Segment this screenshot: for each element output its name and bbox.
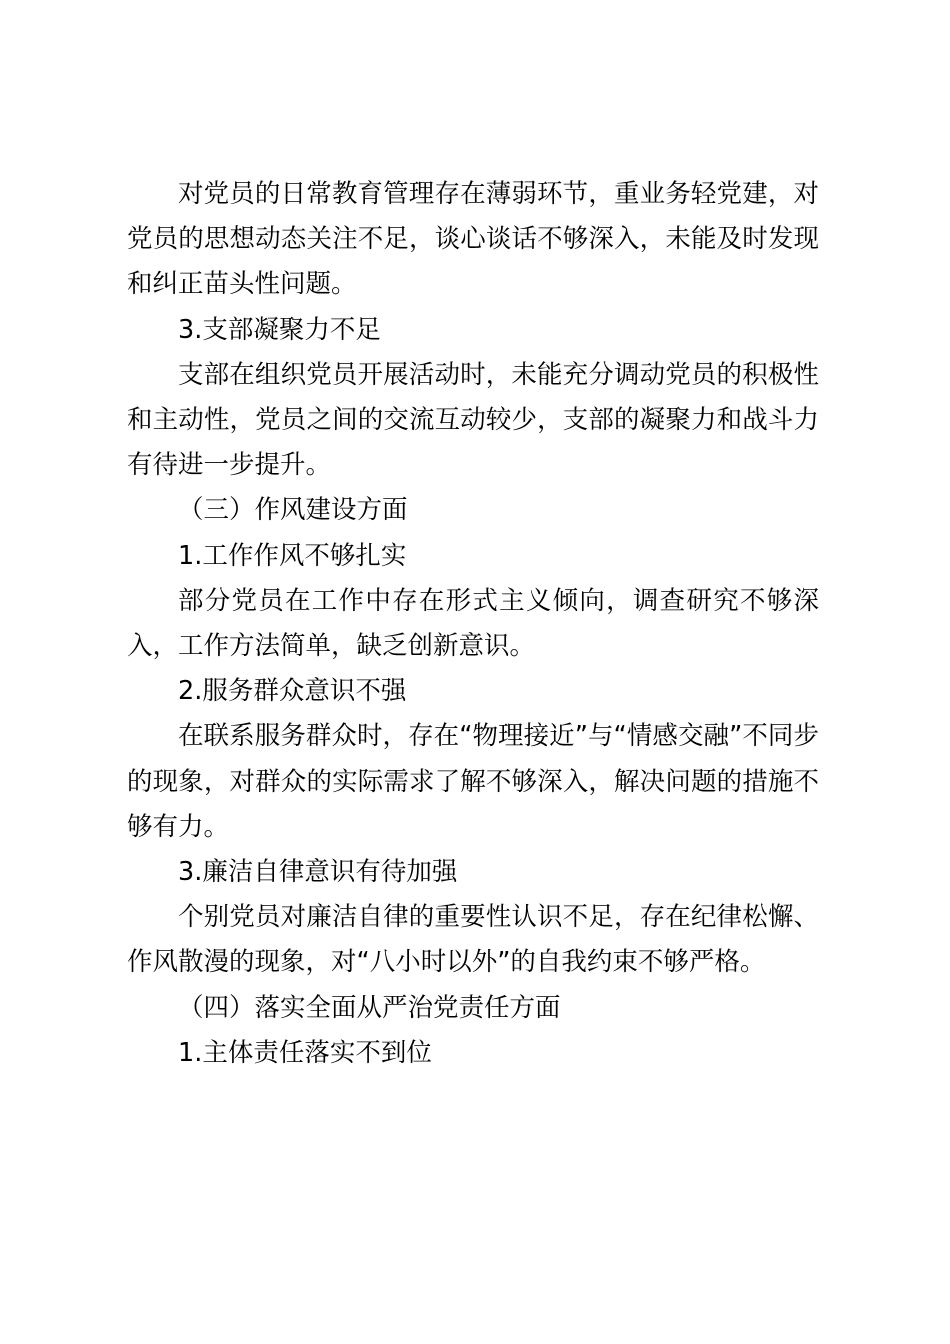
paragraph-branch-cohesion: 支部在组织党员开展活动时，未能充分调动党员的积极性和主动性，党员之间的交流互动较少，支部的凝聚力和战斗力有待进一步提升。 bbox=[127, 359, 819, 481]
heading-work-style-solid: 1.工作作风不够扎实 bbox=[178, 540, 407, 571]
document-body bbox=[127, 172, 819, 1076]
paragraph-serve-masses: 在联系服务群众时，存在“物理接近”与“情感交融”不同步的现象，对群众的实际需求了解不够深入，解决问题的措施不够有力。 bbox=[127, 721, 819, 842]
paragraph-integrity: 个别党员对廉洁自律的重要性认识不足，存在纪律松懈、作风散漫的现象，对“八小时以外”的自我约束不够严格。 bbox=[127, 902, 819, 978]
heading-branch-cohesion: 3.支部凝聚力不足 bbox=[178, 314, 381, 345]
heading-integrity: 3.廉洁自律意识有待加强 bbox=[178, 857, 458, 888]
heading-main-responsibility: 1.主体责任落实不到位 bbox=[178, 1037, 432, 1068]
paragraph-party-education: 对党员的日常教育管理存在薄弱环节，重业务轻党建，对党员的思想动态关注不足，谈心谈话不够深入，未能及时发现和纠正苗头性问题。 bbox=[127, 179, 819, 300]
section-heading-work-style: （三）作风建设方面 bbox=[178, 495, 408, 526]
heading-serve-masses: 2.服务群众意识不强 bbox=[178, 676, 407, 707]
section-heading-strict-governance: （四）落实全面从严治党责任方面 bbox=[178, 992, 561, 1023]
paragraph-work-style-solid: 部分党员在工作中存在形式主义倾向，调查研究不够深入，工作方法简单，缺乏创新意识。 bbox=[127, 585, 819, 662]
